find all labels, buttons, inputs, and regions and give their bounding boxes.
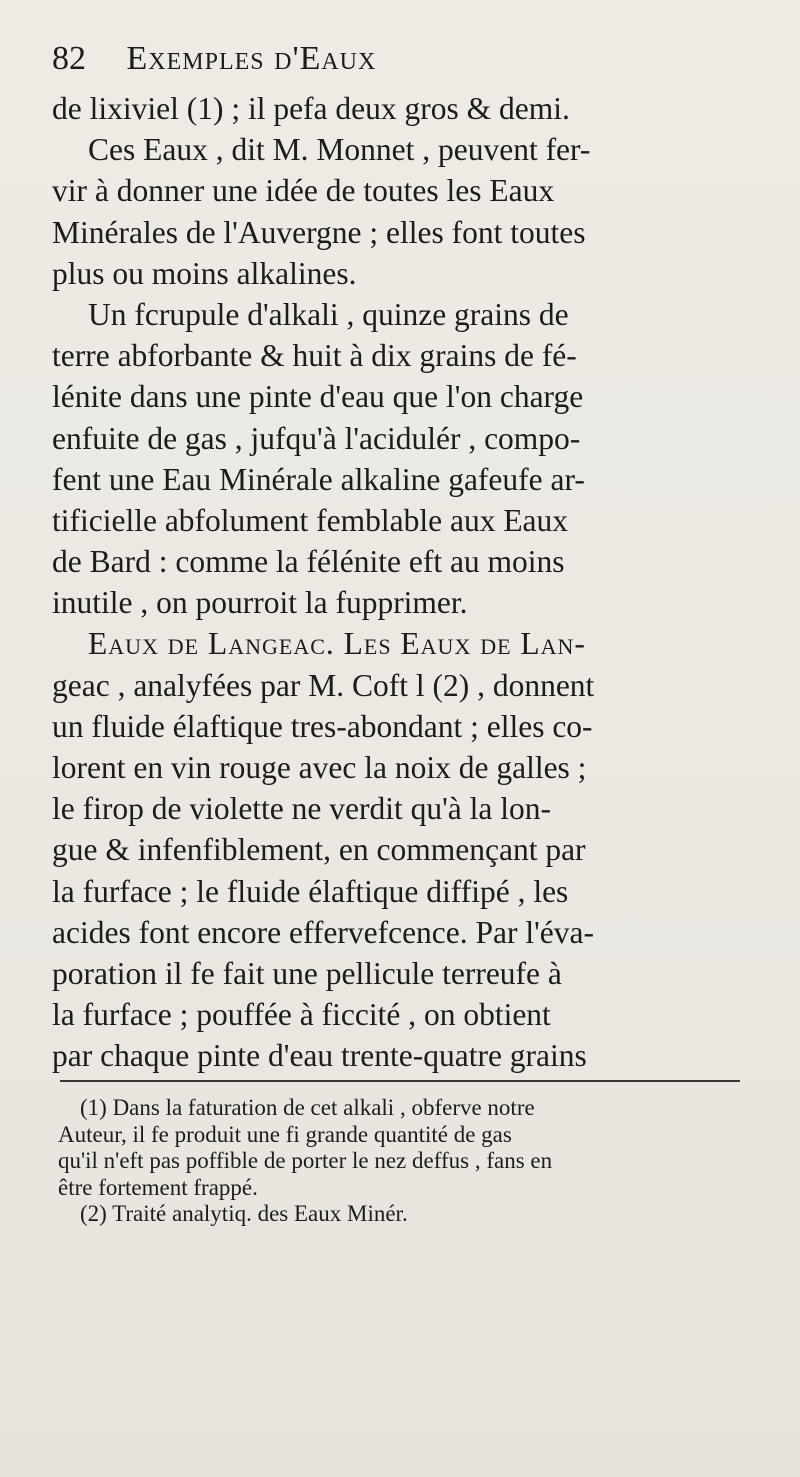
- main-text: [52, 88, 772, 1077]
- text-line: lénite dans une pinte d'eau que l'on charge: [52, 379, 584, 415]
- text-line: gue & infenfiblement, en commençant par: [52, 832, 586, 868]
- running-title: Exemples d'Eaux: [126, 40, 377, 77]
- text-line: par chaque pinte d'eau trente-quatre grains: [52, 1038, 587, 1074]
- footnote-line: (2) Traité analytiq. des Eaux Minér.: [80, 1201, 408, 1226]
- footnote-line: qu'il n'eft pas poffible de porter le nez deffus , fans en: [58, 1148, 553, 1173]
- text-line: terre abforbante & huit à dix grains de fé-: [52, 338, 577, 374]
- text-line: vir à donner une idée de toutes les Eaux: [52, 173, 555, 209]
- text-line: de lixiviel (1) ; il pefa deux gros & demi.: [52, 91, 570, 126]
- text-line: plus ou moins alkalines.: [52, 255, 357, 291]
- text-line: un fluide élaftique tres-abondant ; elles co-: [52, 708, 593, 744]
- text-line: la furface ; pouffée à ficcité , on obtient: [52, 997, 551, 1033]
- page-header: [52, 40, 752, 84]
- section-heading-line: Eaux de Langeac. Les Eaux de Lan-: [88, 626, 586, 662]
- text-line: inutile , on pourroit la fupprimer.: [52, 585, 468, 621]
- footnote-line: être fortement frappé.: [58, 1174, 258, 1200]
- text-line: geac , analyfées par M. Coft l (2) , donnent: [52, 667, 595, 703]
- text-line: poration il fe fait une pellicule terreufe à: [52, 955, 562, 991]
- footnotes: [58, 1095, 768, 1228]
- footnote-divider: [60, 1080, 740, 1082]
- text-line: lorent en vin rouge avec la noix de galles ;: [52, 750, 587, 785]
- text-line: enfuite de gas , jufqu'à l'acidulér , compo-: [52, 420, 581, 456]
- footnote-line: Auteur, il fe produit une fi grande quantité de gas: [58, 1121, 512, 1147]
- text-line: fent une Eau Minérale alkaline gafeufe ar-: [52, 461, 585, 497]
- text-line: tificielle abfolument femblable aux Eaux: [52, 502, 569, 538]
- footnote-line: (1) Dans la faturation de cet alkali , obferve notre: [80, 1095, 535, 1120]
- text-line: le firop de violette ne verdit qu'à la lon-: [52, 791, 552, 827]
- text-line: Un fcrupule d'alkali , quinze grains de: [88, 296, 569, 332]
- page-number: 82: [52, 40, 86, 77]
- text-line: Minérales de l'Auvergne ; elles font toutes: [52, 214, 586, 250]
- text-line: acides font encore effervefcence. Par l'éva-: [52, 914, 595, 950]
- text-line: Ces Eaux , dit M. Monnet , peuvent fer-: [88, 132, 591, 168]
- text-line: la furface ; le fluide élaftique diffipé , les: [52, 873, 569, 909]
- text-line: de Bard : comme la félénite eft au moins: [52, 544, 565, 580]
